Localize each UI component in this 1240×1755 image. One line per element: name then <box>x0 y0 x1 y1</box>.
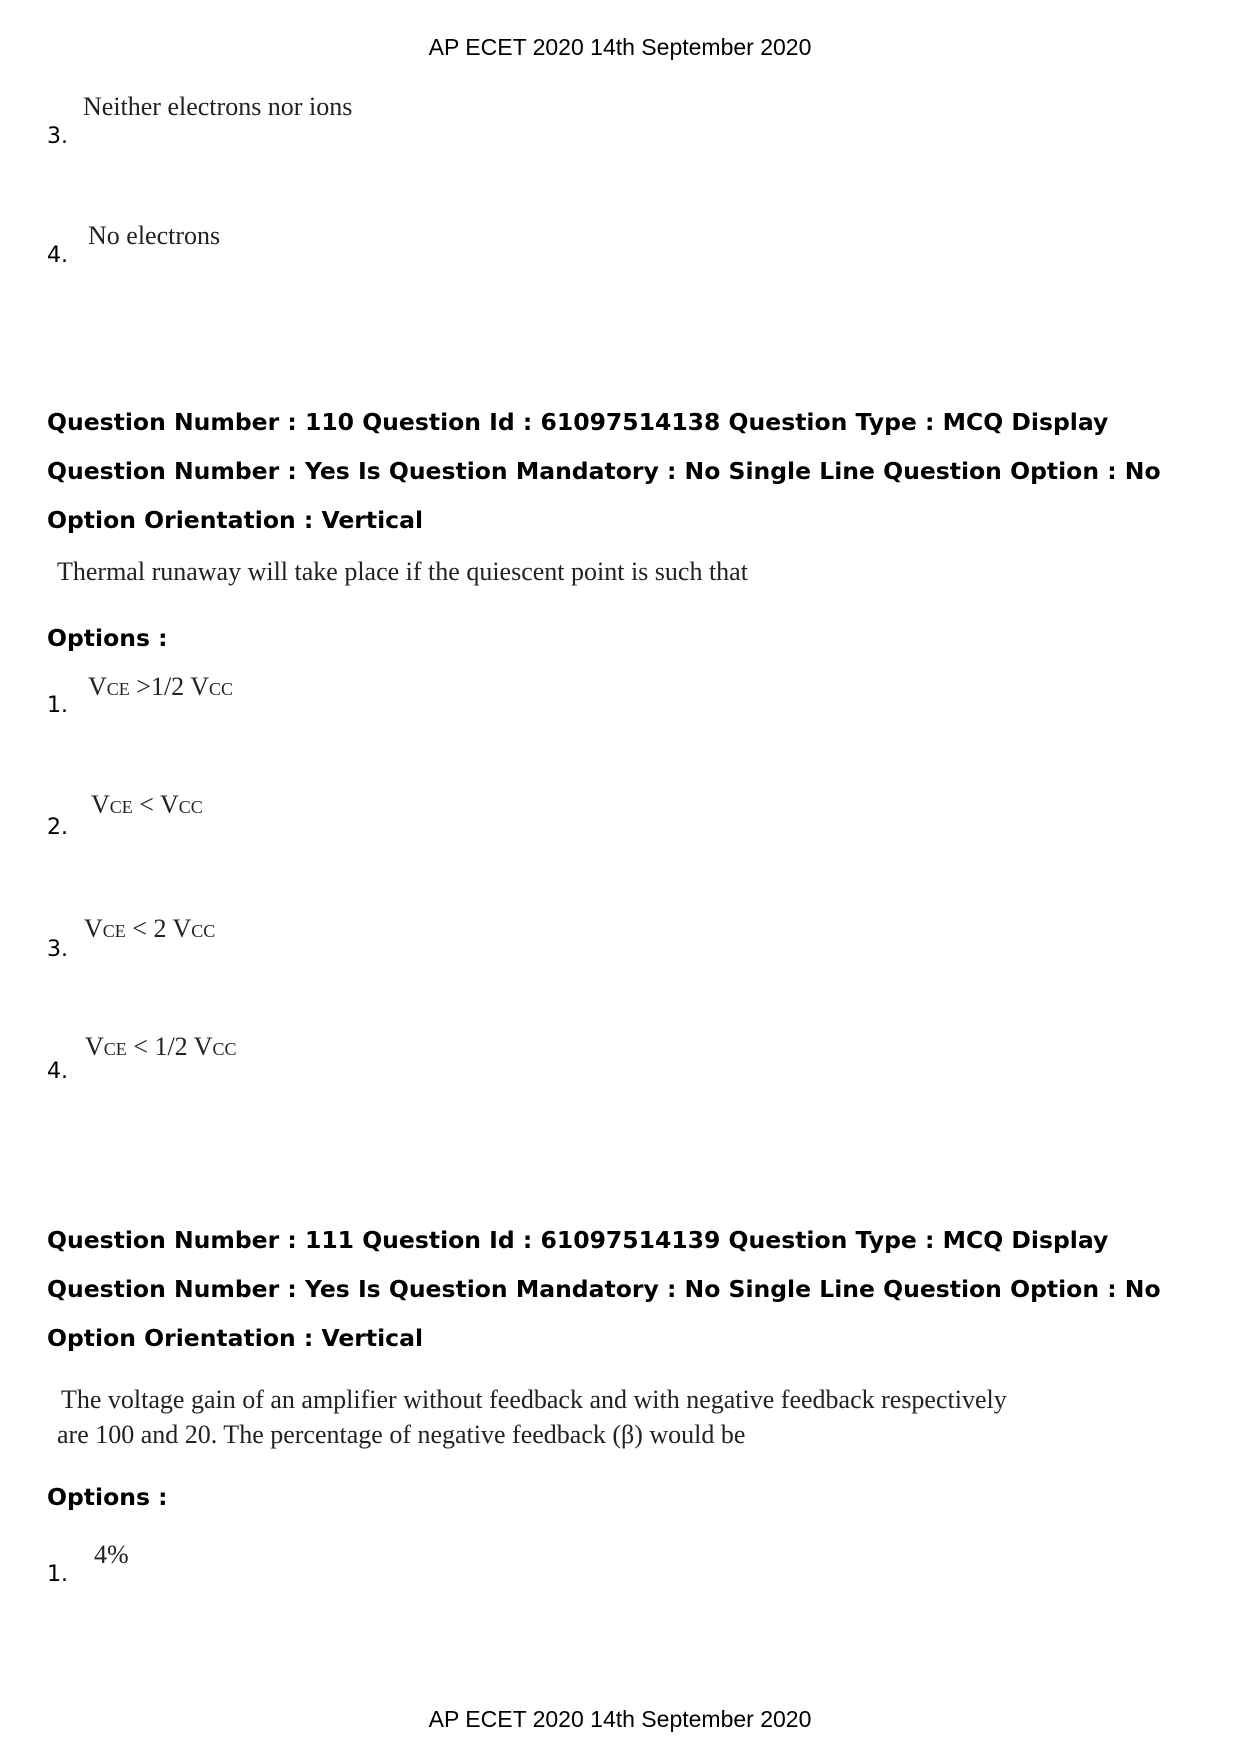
option-text: Neither electrons nor ions <box>83 92 353 121</box>
question-text-line: The voltage gain of an amplifier without feedback and with negative feedback respectively <box>61 1385 1007 1414</box>
option-text: VCE < VCC <box>91 790 203 819</box>
option-number: 3. <box>47 937 68 962</box>
options-label: Options : <box>47 1483 168 1511</box>
option-number: 1. <box>47 693 68 718</box>
page-header: AP ECET 2020 14th September 2020 <box>428 34 812 60</box>
option-number: 2. <box>47 815 68 840</box>
option-text: 4% <box>94 1540 129 1569</box>
options-label: Options : <box>47 624 168 652</box>
option-number: 3. <box>47 124 68 149</box>
option-number: 4. <box>47 243 68 268</box>
option-text: No electrons <box>88 221 221 250</box>
question-meta: Question Number : 110 Question Id : 61097514138 Question Type : MCQ Display Question Number : Yes Is Question Mandatory : No Single Line Question Option : No Option Orientation : Vertical <box>47 408 1161 534</box>
option-text: VCE < 1/2 VCC <box>85 1032 237 1061</box>
option-text: VCE >1/2 VCC <box>88 672 234 701</box>
option-text: VCE < 2 VCC <box>84 914 216 943</box>
question-text-line: are 100 and 20. The percentage of negative feedback (β) would be <box>57 1420 746 1449</box>
page-footer: AP ECET 2020 14th September 2020 <box>428 1706 812 1732</box>
option-number: 1. <box>47 1562 68 1587</box>
option-number: 4. <box>47 1059 68 1084</box>
question-meta: Question Number : 111 Question Id : 61097514139 Question Type : MCQ Display Question Number : Yes Is Question Mandatory : No Single Line Question Option : No Option Orientation : Vertical <box>47 1226 1161 1352</box>
question-text: Thermal runaway will take place if the quiescent point is such that <box>57 557 748 586</box>
